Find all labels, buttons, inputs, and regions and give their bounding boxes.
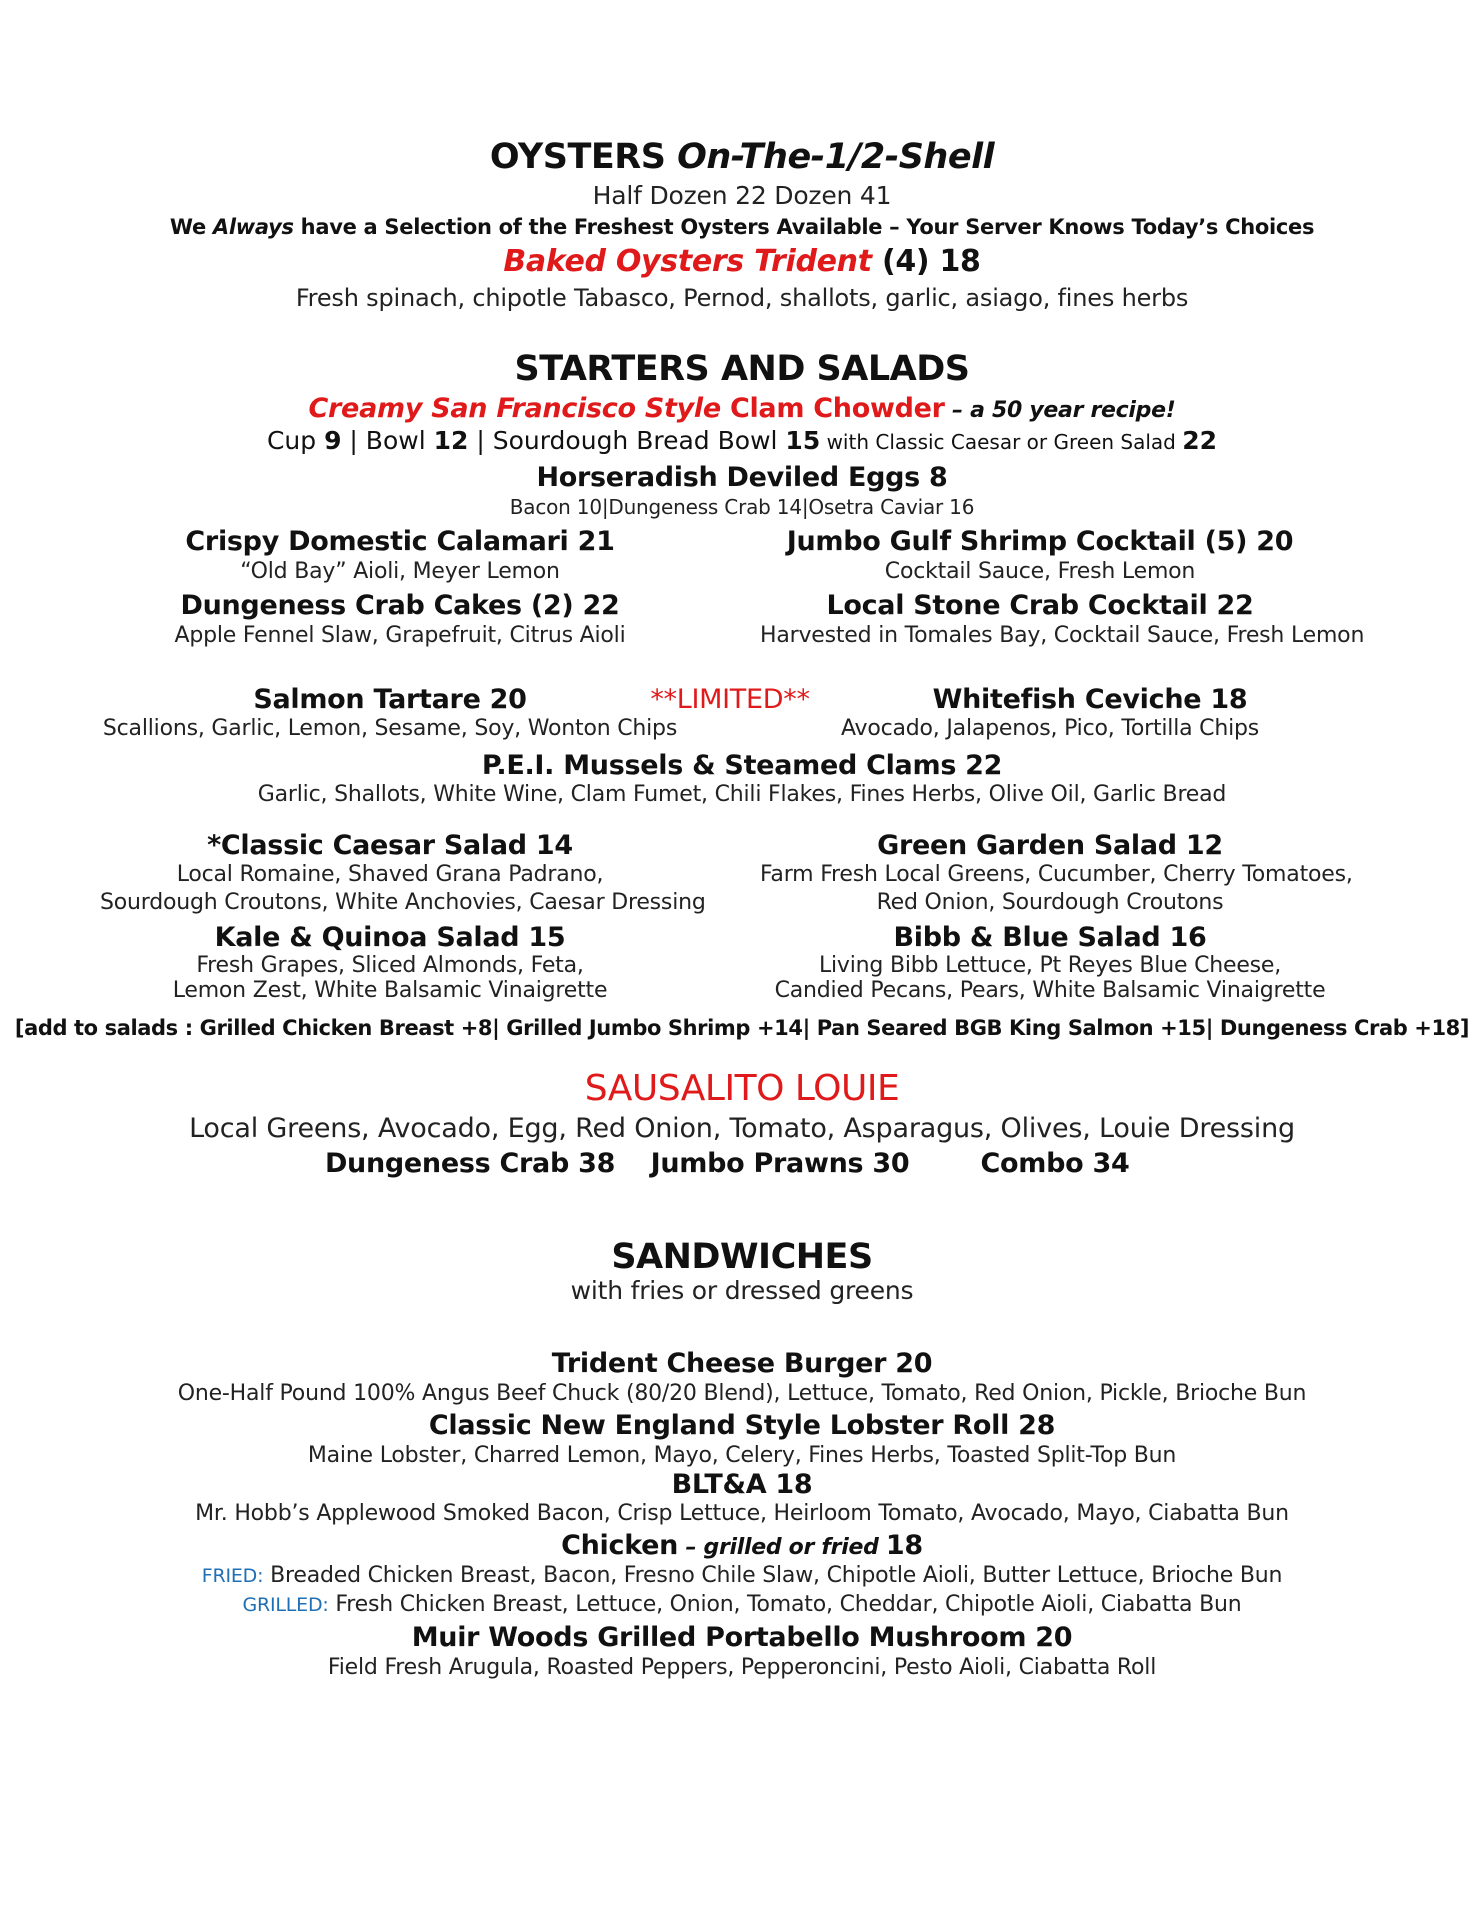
burger-desc: One-Half Pound 100% Angus Beef Chuck (80/20 Blend), Lettuce, Tomato, Red Onion, Pickle, Brioche Bun	[177, 1381, 1307, 1406]
baked-oysters-title	[0, 244, 1484, 280]
sandwiches-subtitle: with fries or dressed greens	[570, 1276, 914, 1305]
kale-quinoa-desc-1: Fresh Grapes, Sliced Almonds, Feta,	[196, 953, 584, 978]
crab-cakes-desc: Apple Fennel Slaw, Grapefruit, Citrus Aioli	[174, 623, 626, 648]
stone-crab-name: Local Stone Crab Cocktail 22	[826, 590, 1254, 621]
blt-desc: Mr. Hobb’s Applewood Smoked Bacon, Crisp Lettuce, Heirloom Tomato, Avocado, Mayo, Ciabatta Bun	[195, 1501, 1289, 1526]
blt-name: BLT&A 18	[671, 1469, 813, 1500]
deviled-eggs-name: Horseradish Deviled Eggs 8	[536, 462, 948, 493]
fried-label: FRIED:	[201, 1565, 264, 1587]
louie-heading: SAUSALITO LOUIE	[584, 1068, 900, 1109]
salad-addons: [add to salads : Grilled Chicken Breast +8| Grilled Jumbo Shrimp +14| Pan Seared BGB King Salmon +15| Dungeness Crab +18]	[14, 1016, 1470, 1040]
calamari-name: Crispy Domestic Calamari 21	[185, 526, 615, 557]
bibb-blue-name: Bibb & Blue Salad 16	[893, 922, 1207, 953]
portabello-desc: Field Fresh Arugula, Roasted Peppers, Pepperoncini, Pesto Aioli, Ciabatta Roll	[327, 1655, 1157, 1680]
louie-crab: Dungeness Crab 38	[324, 1148, 616, 1179]
oysters-heading	[0, 136, 1484, 178]
oysters-title: OYSTERS	[489, 137, 666, 177]
baked-oysters-desc: Fresh spinach, chipotle Tabasco, Pernod, shallots, garlic, asiago, fines herbs	[295, 284, 1189, 312]
caesar-desc-1: Local Romaine, Shaved Grana Padrano,	[176, 862, 604, 887]
ceviche-name: Whitefish Ceviche 18	[932, 684, 1248, 715]
lobster-roll-name: Classic New England Style Lobster Roll 28	[428, 1410, 1056, 1441]
caesar-desc-2: Sourdough Croutons, White Anchovies, Caesar Dressing	[100, 890, 706, 915]
chowder-title: Creamy San Francisco Style Clam Chowder – a 50 year recipe!	[308, 393, 1176, 424]
caesar-name: *Classic Caesar Salad 14	[207, 830, 573, 861]
starters-heading: STARTERS AND SALADS	[514, 349, 970, 389]
oysters-note: We Always have a Selection of the Freshest Oysters Available – Your Server Knows Today’s Choices	[169, 215, 1315, 239]
oysters-title-italic: On-The-1/2-Shell	[677, 137, 995, 177]
green-garden-desc-1: Farm Fresh Local Greens, Cucumber, Cherry Tomatoes,	[760, 862, 1353, 887]
shrimp-cocktail-desc: Cocktail Sauce, Fresh Lemon	[884, 559, 1196, 584]
bibb-blue-desc-2: Candied Pecans, Pears, White Balsamic Vinaigrette	[774, 978, 1326, 1003]
louie-prawns: Jumbo Prawns 30	[650, 1148, 910, 1179]
chicken-name: Chicken – grilled or fried 18	[561, 1530, 923, 1561]
green-garden-name: Green Garden Salad 12	[877, 830, 1223, 861]
sandwiches-heading: SANDWICHES	[611, 1237, 873, 1277]
bibb-blue-desc-1: Living Bibb Lettuce, Pt Reyes Blue Cheese,	[818, 953, 1282, 978]
deviled-eggs-desc: Bacon 10|Dungeness Crab 14|Osetra Caviar 16	[509, 495, 975, 519]
chicken-grilled-desc: GRILLED: Fresh Chicken Breast, Lettuce, Onion, Tomato, Cheddar, Chipotle Aioli, Ciabatta Bun	[242, 1592, 1242, 1617]
calamari-desc: “Old Bay” Aioli, Meyer Lemon	[240, 559, 560, 584]
burger-name: Trident Cheese Burger 20	[551, 1348, 933, 1379]
kale-quinoa-name: Kale & Quinoa Salad 15	[214, 922, 566, 953]
green-garden-desc-2: Red Onion, Sourdough Croutons	[876, 890, 1224, 915]
lobster-roll-desc: Maine Lobster, Charred Lemon, Mayo, Celery, Fines Herbs, Toasted Split-Top Bun	[307, 1443, 1177, 1468]
limited-badge: **LIMITED**	[650, 684, 810, 715]
shrimp-cocktail-name: Jumbo Gulf Shrimp Cocktail (5) 20	[786, 526, 1294, 557]
mussels-name: P.E.I. Mussels & Steamed Clams 22	[481, 750, 1003, 781]
baked-oysters-price: (4) 18	[871, 244, 981, 279]
chicken-fried-desc: FRIED: Breaded Chicken Breast, Bacon, Fresno Chile Slaw, Chipotle Aioli, Butter Lettuce, Brioche Bun	[201, 1563, 1283, 1588]
kale-quinoa-desc-2: Lemon Zest, White Balsamic Vinaigrette	[172, 978, 608, 1003]
oysters-prices: Half Dozen 22 Dozen 41	[592, 181, 892, 210]
portabello-name: Muir Woods Grilled Portabello Mushroom 20	[411, 1622, 1073, 1653]
louie-combo: Combo 34	[980, 1148, 1130, 1179]
stone-crab-desc: Harvested in Tomales Bay, Cocktail Sauce, Fresh Lemon	[760, 623, 1365, 648]
baked-oysters-name: Baked Oysters Trident	[503, 244, 872, 279]
mussels-desc: Garlic, Shallots, White Wine, Clam Fumet, Chili Flakes, Fines Herbs, Olive Oil, Garlic Bread	[257, 782, 1227, 807]
salmon-tartare-name: Salmon Tartare 20	[253, 684, 527, 715]
louie-desc: Local Greens, Avocado, Egg, Red Onion, Tomato, Asparagus, Olives, Louie Dressing	[189, 1113, 1295, 1144]
ceviche-desc: Avocado, Jalapenos, Pico, Tortilla Chips	[840, 716, 1260, 741]
salmon-tartare-desc: Scallions, Garlic, Lemon, Sesame, Soy, Wonton Chips	[102, 716, 678, 741]
grilled-label: GRILLED:	[242, 1594, 329, 1616]
crab-cakes-name: Dungeness Crab Cakes (2) 22	[180, 590, 620, 621]
chowder-prices: Cup 9 | Bowl 12 | Sourdough Bread Bowl 15 with Classic Caesar or Green Salad 22	[266, 426, 1218, 455]
